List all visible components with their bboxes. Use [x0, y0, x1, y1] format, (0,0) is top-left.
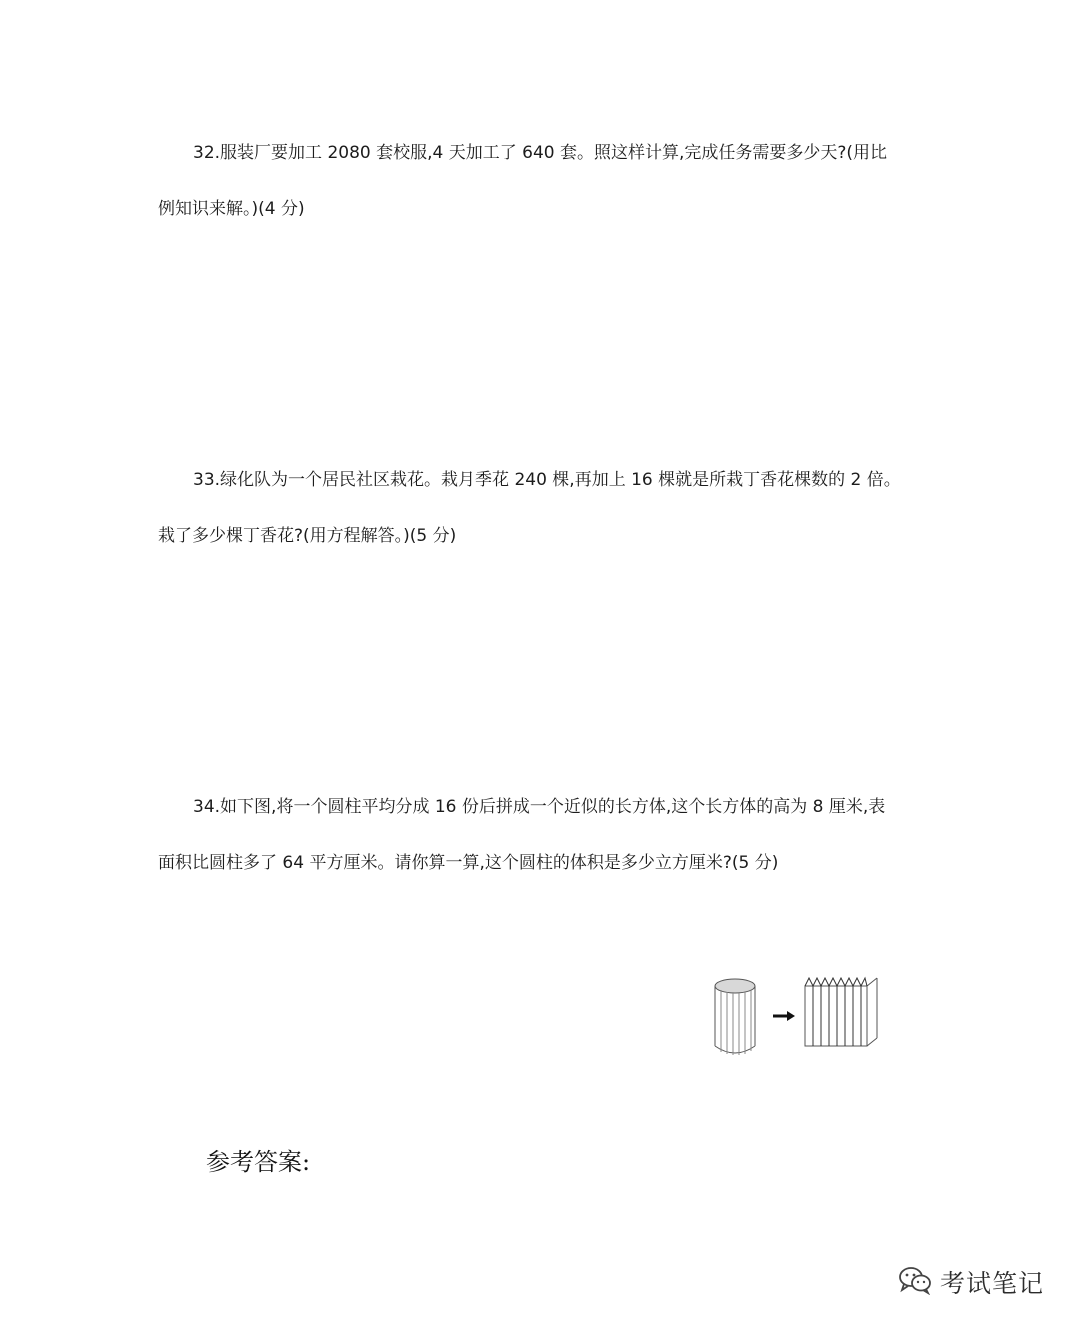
question-34-line-1: 34.如下图,将一个圆柱平均分成 16 份后拼成一个近似的长方体,这个长方体的高为 8 厘米,表 — [193, 797, 886, 817]
question-32-line-1: 32.服装厂要加工 2080 套校服,4 天加工了 640 套。照这样计算,完成任务需要多少天?(用比 — [193, 143, 888, 163]
question-32-line-2: 例知识来解。)(4 分) — [158, 199, 305, 219]
arrow-shape — [773, 1011, 795, 1021]
cuboid-shape — [805, 978, 877, 1046]
watermark-text: 考试笔记 — [940, 1269, 1045, 1298]
question-33-line-2: 栽了多少棵丁香花?(用方程解答。)(5 分) — [158, 526, 457, 546]
cylinder-shape — [715, 979, 755, 1055]
watermark — [898, 1262, 1044, 1302]
cylinder-to-cuboid-figure — [705, 968, 885, 1068]
question-34-line-2: 面积比圆柱多了 64 平方厘米。请你算一算,这个圆柱的体积是多少立方厘米?(5 分) — [158, 853, 779, 873]
answer-heading: 参考答案: — [206, 1148, 311, 1176]
cylinder-cuboid-diagram — [705, 968, 885, 1068]
wechat-icon — [898, 1265, 932, 1299]
question-33-line-1: 33.绿化队为一个居民社区栽花。栽月季花 240 棵,再加上 16 棵就是所栽丁香花棵数的 2 倍。 — [193, 470, 901, 490]
